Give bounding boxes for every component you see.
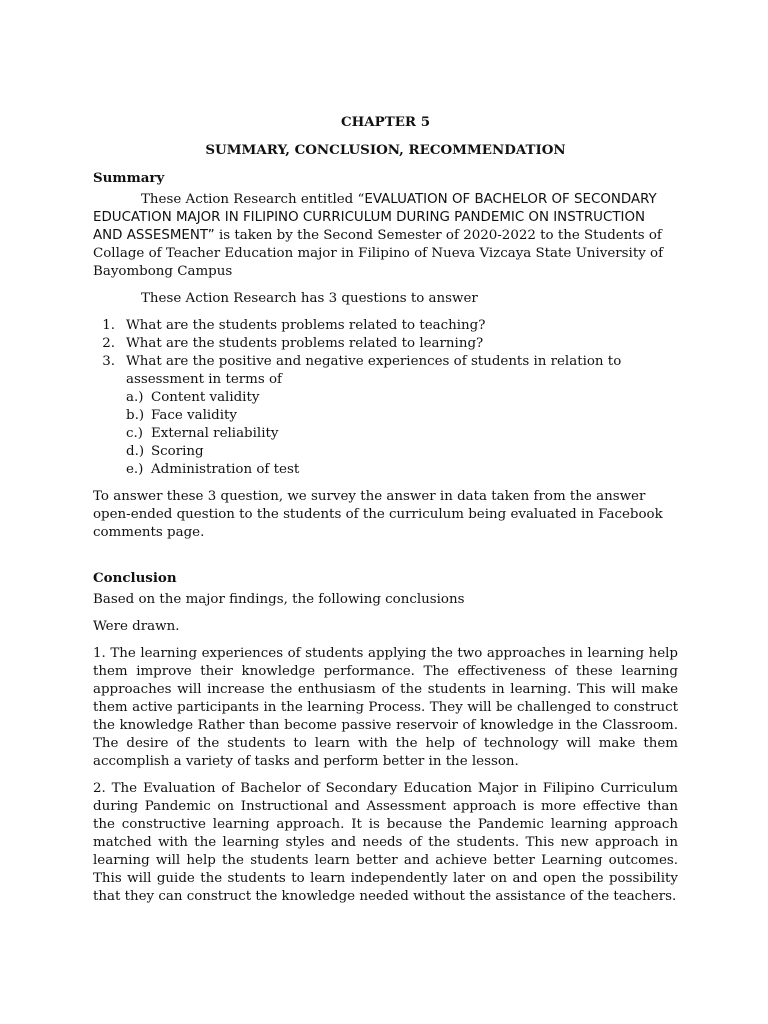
list-letter: c.) [126, 426, 143, 441]
list-item [126, 389, 678, 407]
assessment-criteria-list [126, 389, 678, 479]
criterion-text: Face validity [151, 408, 237, 423]
conclusion-point-2: 2. The Evaluation of Bachelor of Secondary Education Major in Filipino Curriculum during Pandemic on Instructional and Assessment approach is more effective than the constructive learning approach. It is because the Pandemic learning approach matched with the learning styles and needs of the students. This new approach in learning will help the students learn better and achieve better Learning outcomes. This will guide the students to learn independently later on and open the possibility that they can construct the knowledge needed without the assistance of the teachers. [93, 781, 678, 904]
question-list [93, 317, 678, 479]
list-item [93, 353, 678, 479]
conclusion-intro-line-2: Were drawn. [93, 619, 180, 634]
question-text: What are the positive and negative experiences of students in relation to assessment in terms of [126, 354, 622, 387]
list-item [126, 407, 678, 425]
summary-paragraph-2: These Action Research has 3 questions to answer [141, 291, 478, 306]
conclusion-intro-line-1: Based on the major findings, the following conclusions [93, 592, 465, 607]
summary-heading: Summary [93, 170, 165, 186]
criterion-text: External reliability [151, 426, 279, 441]
conclusion-heading: Conclusion [93, 570, 177, 586]
question-text: What are the students problems related to teaching? [126, 318, 486, 333]
section-spacer [93, 551, 678, 569]
list-number: 2. [102, 336, 115, 351]
list-letter: a.) [126, 390, 144, 405]
list-letter: d.) [126, 444, 145, 459]
criterion-text: Scoring [151, 444, 204, 459]
list-item [93, 335, 678, 353]
summary-paragraph-3: To answer these 3 question, we survey the answer in data taken from the answer open-ended question to the students of the curriculum being evaluated in Facebook comments page. [93, 489, 663, 540]
list-number: 1. [102, 318, 115, 333]
chapter-heading: CHAPTER 5 [340, 114, 431, 130]
summary-para1-lead: These Action Research entitled “ [141, 192, 365, 207]
criterion-text: Content validity [151, 390, 260, 405]
list-letter: e.) [126, 462, 144, 477]
list-item [126, 461, 678, 479]
summary-paragraph-1 [93, 191, 678, 281]
summary-para1-rest: is taken by the Second Semester of 2020-2022 to the Students of Collage of Teacher Education major in Filipino of Nueva Vizcaya State University of Bayombong Campus [93, 228, 664, 279]
document-page [93, 113, 678, 915]
list-letter: b.) [126, 408, 145, 423]
summary-research-title: EVALUATION OF BACHELOR OF SECONDARY EDUCATION MAJOR IN FILIPINO CURRICULUM DURING PANDEMIC ON INSTRUCTION AND ASSESMENT” [93, 192, 657, 243]
question-body [126, 353, 678, 479]
list-item [93, 317, 678, 335]
criterion-text: Administration of test [151, 462, 300, 477]
chapter-title: SUMMARY, CONCLUSION, RECOMMENDATION [205, 142, 566, 158]
list-item [126, 425, 678, 443]
question-text: What are the students problems related to learning? [126, 336, 484, 351]
list-number: 3. [102, 354, 115, 369]
list-item [126, 443, 678, 461]
conclusion-point-1: 1. The learning experiences of students applying the two approaches in learning help them improve their knowledge performance. The effectiveness of these learning approaches will increase the enthusiasm of the students in learning. This will make them active participants in the learning Process. They will be challenged to construct the knowledge Rather than become passive reservoir of knowledge in the Classroom. The desire of the students to learn with the help of technology will make them accomplish a variety of tasks and perform better in the lesson. [93, 646, 678, 769]
